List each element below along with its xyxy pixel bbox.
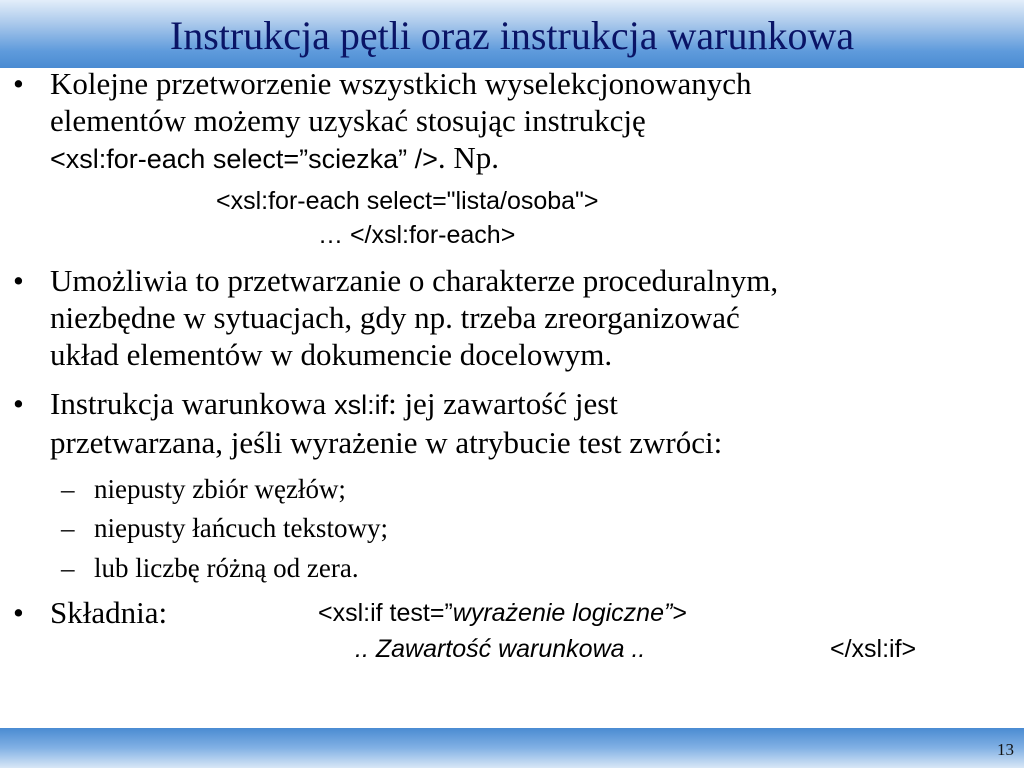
footer-bar xyxy=(0,728,1024,768)
example-code-line-2: … </xsl:for-each> xyxy=(318,221,516,249)
bullet-3-text-after: : jej zawartość jest xyxy=(388,386,618,421)
bullet-3-line-2: przetwarzana, jeśli wyrażenie w atrybucie test zwróci: xyxy=(50,425,723,460)
bullet-2-line-1: • Umożliwia to przetwarzanie o charakterze proceduralnym, xyxy=(50,263,779,298)
bullet-2-line-3: układ elementów w dokumencie docelowym. xyxy=(50,337,613,372)
sub-item-string: – niepusty łańcuch tekstowy; xyxy=(94,512,388,544)
sub-item-node-set: – niepusty zbiór węzłów; xyxy=(94,473,346,505)
bullet-1-line-3 xyxy=(50,139,752,178)
bullet-2-line-2: niezbędne w sytuacjach, gdy np. trzeba zreorganizować xyxy=(50,300,740,335)
bullet-xsl-if xyxy=(50,385,722,461)
syntax-open-start: <xsl:if test=” xyxy=(318,599,453,627)
bullet-1-line-2: elementów możemy uzyskać stosując instrukcję xyxy=(50,103,646,138)
syntax-content-placeholder: .. Zawartość warunkowa .. xyxy=(355,635,646,663)
bullet-3-text-before: Instrukcja warunkowa xyxy=(50,386,335,421)
bullet-for-each xyxy=(50,65,752,178)
sub-item-number: – lub liczbę różną od zera. xyxy=(94,552,359,584)
bullet-3-line-1 xyxy=(50,385,722,424)
syntax-close-tag: </xsl:if> xyxy=(830,635,917,663)
bullet-1-line-1: • Kolejne przetworzenie wszystkich wyselekcjonowanych xyxy=(50,66,752,101)
example-code-line-1: <xsl:for-each select="lista/osoba"> xyxy=(216,187,599,215)
bullet-syntax xyxy=(50,594,167,631)
syntax-label: Składnia: xyxy=(50,595,168,630)
xsl-if-code: xsl:if xyxy=(334,390,389,420)
for-each-code: <xsl:for-each select=”sciezka” /> xyxy=(50,144,438,174)
slide-title: Instrukcja pętli oraz instrukcja warunkowa xyxy=(169,13,855,58)
syntax-open-end: > xyxy=(672,599,687,627)
syntax-expression: wyrażenie logiczne” xyxy=(452,599,673,627)
for-each-after: . Np. xyxy=(437,140,500,175)
bullet-procedural xyxy=(50,262,778,373)
page-number: 13 xyxy=(997,740,1014,759)
syntax-open-tag xyxy=(318,598,687,628)
